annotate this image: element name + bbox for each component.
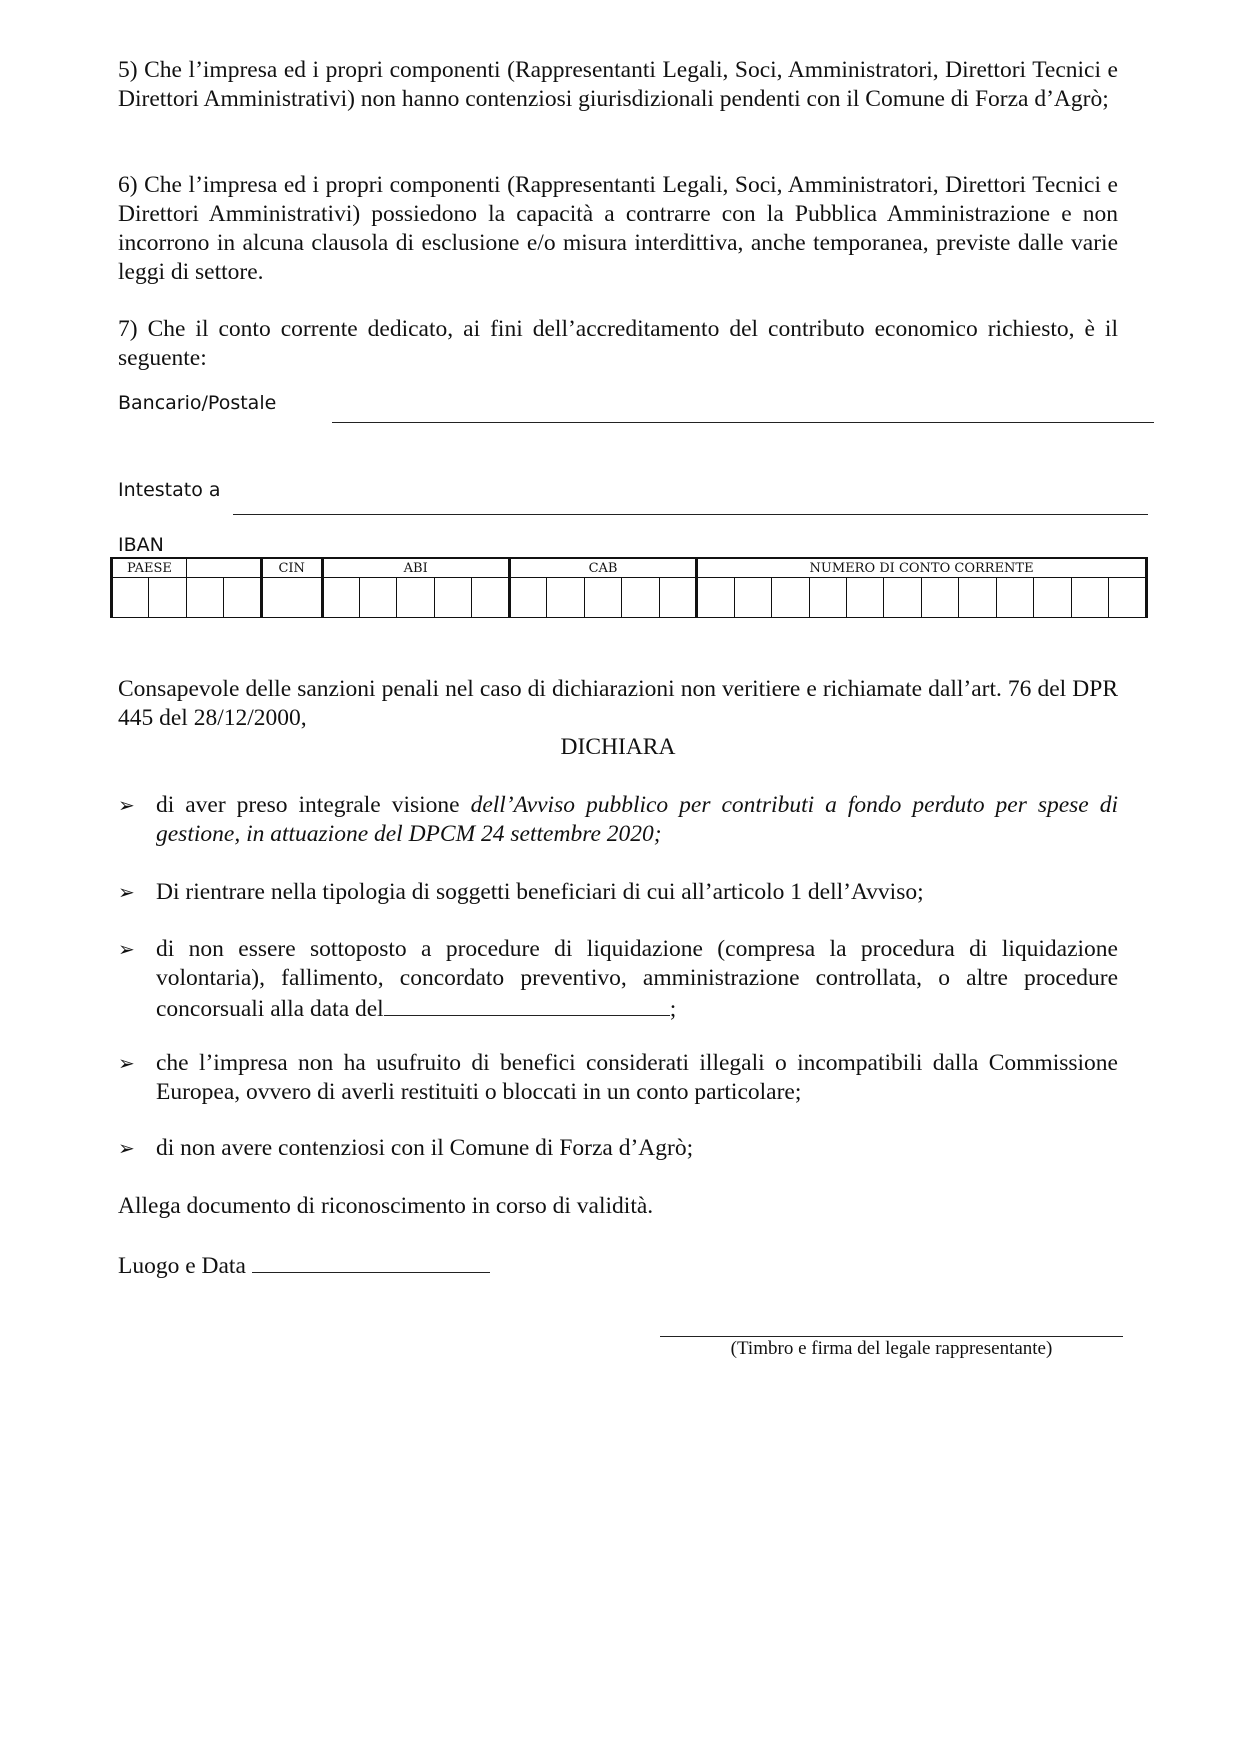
iban-cell[interactable] xyxy=(434,578,471,618)
iban-label: IBAN xyxy=(118,534,164,556)
iban-cin-header: CIN xyxy=(261,558,322,578)
iban-cells-row xyxy=(112,578,1147,618)
iban-cell[interactable] xyxy=(1071,578,1108,618)
luogo-data-line[interactable] xyxy=(252,1250,490,1273)
signature-line[interactable] xyxy=(660,1336,1123,1337)
iban-cell[interactable] xyxy=(622,578,659,618)
iban-cell[interactable] xyxy=(186,578,223,618)
iban-cell[interactable] xyxy=(1034,578,1071,618)
declaration-heading: DICHIARA xyxy=(560,734,676,760)
iban-table xyxy=(110,557,1148,618)
iban-cell[interactable] xyxy=(472,578,510,618)
bullet-4 xyxy=(118,1049,1118,1109)
iban-paese-header: PAESE xyxy=(112,558,187,578)
bullet-2-text: Di rientrare nella tipologia di soggetti beneficiari di cui all’articolo 1 dell’Avviso; xyxy=(156,879,924,905)
paragraph-7: 7) Che il conto corrente dedicato, ai fini dell’accreditamento del contributo economico richiesto, è il seguente: xyxy=(118,316,1118,371)
declaration-intro: Consapevole delle sanzioni penali nel caso di dichiarazioni non veritiere e richiamate dall’art. 76 del DPR 445 del 28/12/2000, xyxy=(118,676,1118,731)
paragraph-6: 6) Che l’impresa ed i propri componenti (Rappresentanti Legali, Soci, Amministratori, Direttori Tecnici e Direttori Amministrativi) possiedono la capacità a contrarre con la Pubblica Amministrazione e non incorrono in alcuna clausola di esclusione e/o misura interdittiva, anche temporanea, previste dalle varie leggi di settore. xyxy=(118,172,1118,285)
iban-cell[interactable] xyxy=(921,578,958,618)
iban-abi-header: ABI xyxy=(322,558,509,578)
iban-cell[interactable] xyxy=(584,578,621,618)
iban-cell[interactable] xyxy=(322,578,359,618)
iban-cell[interactable] xyxy=(959,578,996,618)
bullet-4-text: che l’impresa non ha usufruito di benefici considerati illegali o incompatibili dalla Commissione Europea, ovvero di averli restituiti o bloccati in un conto particolare; xyxy=(156,1050,1118,1105)
intestato-label: Intestato a xyxy=(118,479,221,501)
iban-cell[interactable] xyxy=(734,578,771,618)
allega-text: Allega documento di riconoscimento in corso di validità. xyxy=(118,1193,654,1219)
luogo-data-row xyxy=(118,1250,1118,1281)
iban-cell[interactable] xyxy=(884,578,921,618)
intestato-input-line[interactable] xyxy=(233,514,1148,515)
bancario-input-line[interactable] xyxy=(332,422,1154,423)
iban-cell[interactable] xyxy=(772,578,809,618)
iban-cell[interactable] xyxy=(659,578,696,618)
bullet-5 xyxy=(118,1134,1118,1164)
luogo-data-label: Luogo e Data xyxy=(118,1253,252,1279)
bullet-2 xyxy=(118,878,1118,908)
arrow-bullet-icon: ➢ xyxy=(118,1136,135,1160)
iban-cell[interactable] xyxy=(360,578,397,618)
iban-cell[interactable] xyxy=(149,578,186,618)
iban-cell[interactable] xyxy=(809,578,846,618)
arrow-bullet-icon: ➢ xyxy=(118,880,135,904)
iban-check-header xyxy=(186,558,261,578)
bancario-label: Bancario/Postale xyxy=(118,392,277,414)
iban-cell[interactable] xyxy=(996,578,1033,618)
iban-cell[interactable] xyxy=(112,578,149,618)
arrow-bullet-icon: ➢ xyxy=(118,793,135,817)
iban-header-row xyxy=(112,558,1147,578)
bullet-1-text: di aver preso integrale visione dell’Avviso pubblico per contributi a fondo perduto per spese di gestione, in attuazione del DPCM 24 settembre 2020; xyxy=(156,792,1118,847)
iban-cell[interactable] xyxy=(509,578,546,618)
iban-cell[interactable] xyxy=(397,578,434,618)
bullet-5-text: di non avere contenziosi con il Comune di Forza d’Agrò; xyxy=(156,1135,694,1161)
date-blank-line[interactable] xyxy=(384,993,670,1016)
bullet-3 xyxy=(118,935,1118,1025)
iban-cab-header: CAB xyxy=(509,558,696,578)
iban-cell[interactable] xyxy=(1109,578,1147,618)
bullet-3-text: di non essere sottoposto a procedure di liquidazione (compresa la procedura di liquidazione volontaria), fallimento, concordato preventivo, amministrazione controllata, o altre procedure concorsuali alla data del ; xyxy=(156,936,1118,1022)
arrow-bullet-icon: ➢ xyxy=(118,937,135,961)
iban-cell[interactable] xyxy=(547,578,584,618)
iban-numero-header: NUMERO DI CONTO CORRENTE xyxy=(697,558,1147,578)
iban-cell[interactable] xyxy=(697,578,734,618)
iban-cell[interactable] xyxy=(224,578,261,618)
paragraph-5: 5) Che l’impresa ed i propri componenti (Rappresentanti Legali, Soci, Amministratori, Direttori Tecnici e Direttori Amministrativi) non hanno contenziosi giurisdizionali pendenti con il Comune di Forza d’Agrò; xyxy=(118,57,1118,112)
signature-caption: (Timbro e firma del legale rappresentante) xyxy=(730,1338,1053,1359)
iban-cell[interactable] xyxy=(846,578,883,618)
iban-cell[interactable] xyxy=(261,578,322,618)
arrow-bullet-icon: ➢ xyxy=(118,1051,135,1075)
bullet-1 xyxy=(118,791,1118,851)
